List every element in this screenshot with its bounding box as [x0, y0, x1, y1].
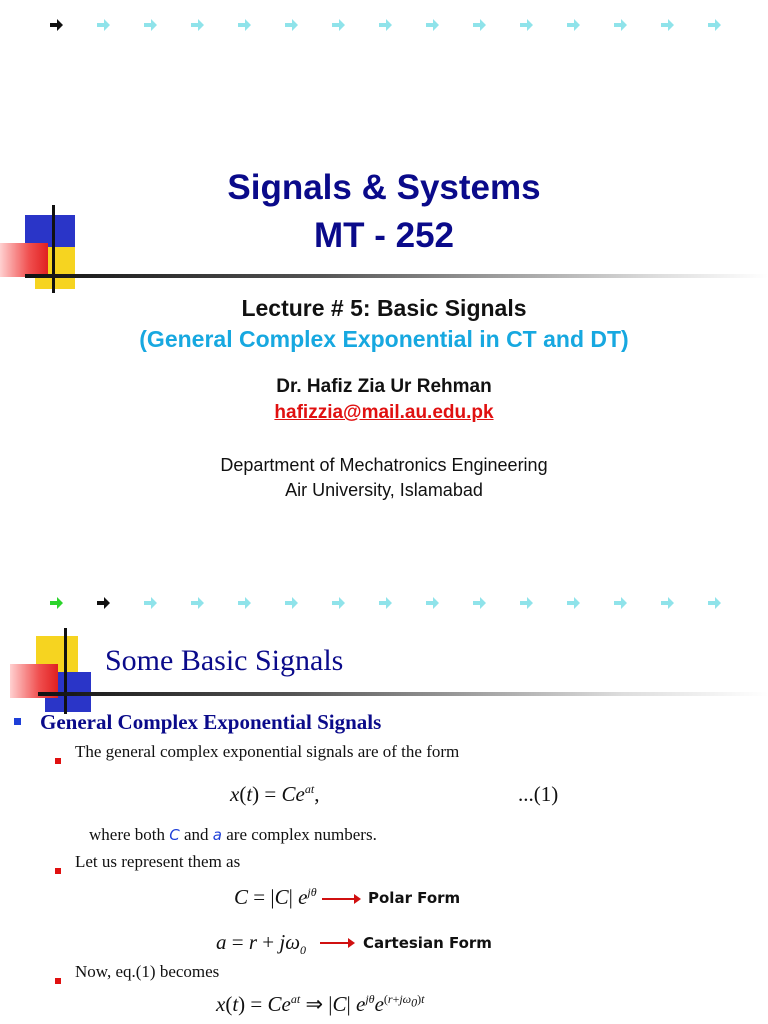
sub-bullet: Now, eq.(1) becomes: [75, 962, 220, 981]
bullet-marker: [55, 758, 61, 764]
right-arrow-icon[interactable]: [379, 18, 393, 32]
author-name: Dr. Hafiz Zia Ur Rehman: [276, 376, 492, 397]
right-arrow-icon[interactable]: [520, 18, 534, 32]
right-arrow-icon[interactable]: [97, 596, 111, 610]
right-arrow-icon[interactable]: [97, 18, 111, 32]
slide-title: Some Basic Signals: [105, 644, 344, 677]
right-arrow-icon[interactable]: [191, 596, 205, 610]
right-arrow-icon[interactable]: [50, 596, 64, 610]
equation-1-ref: ...(1): [518, 782, 559, 806]
bullet-marker: [14, 718, 21, 725]
where-post: are complex numbers.: [226, 825, 377, 844]
right-arrow-icon[interactable]: [332, 596, 346, 610]
right-arrow-icon[interactable]: [473, 18, 487, 32]
right-arrow-icon[interactable]: [567, 596, 581, 610]
arrow-icon: [320, 942, 350, 944]
decorative-squares: [0, 628, 100, 718]
vertical-line: [64, 628, 67, 714]
sub-bullet: Let us represent them as: [75, 852, 241, 871]
sub-bullet: The general complex exponential signals are of the form: [75, 742, 460, 761]
where-and: and: [184, 825, 209, 844]
lecture-title: Lecture # 5: Basic Signals: [241, 295, 527, 321]
right-arrow-icon[interactable]: [567, 18, 581, 32]
cartesian-equation: $a = r + j\omega_0$: [216, 930, 307, 958]
right-arrow-icon[interactable]: [191, 18, 205, 32]
right-arrow-icon[interactable]: [708, 596, 722, 610]
variable-a: a: [212, 826, 222, 844]
right-arrow-icon[interactable]: [708, 18, 722, 32]
right-arrow-icon[interactable]: [332, 18, 346, 32]
right-arrow-icon[interactable]: [473, 596, 487, 610]
polar-label: Polar Form: [368, 889, 461, 907]
right-arrow-icon[interactable]: [285, 18, 299, 32]
course-code: MT - 252: [313, 216, 455, 255]
equation-1: $x(t) = Ce^{at}$,: [230, 782, 320, 806]
university: Air University, Islamabad: [285, 480, 483, 500]
bullet-marker: [55, 868, 61, 874]
right-arrow-icon[interactable]: [50, 18, 64, 32]
right-arrow-icon[interactable]: [614, 18, 628, 32]
arrow-icon: [322, 898, 356, 900]
right-arrow-icon[interactable]: [144, 596, 158, 610]
right-arrow-icon[interactable]: [238, 18, 252, 32]
right-arrow-icon[interactable]: [520, 596, 534, 610]
course-title: Signals & Systems: [227, 168, 541, 207]
polar-equation: C = |C| $e^{j\theta}$: [234, 885, 317, 909]
main-bullet: General Complex Exponential Signals: [40, 710, 382, 734]
content-slide: [0, 580, 768, 1024]
where-pre: where both: [89, 825, 166, 844]
horizontal-rule: [25, 274, 768, 278]
right-arrow-icon[interactable]: [614, 596, 628, 610]
author-email: [0, 402, 768, 424]
email-link[interactable]: hafizzia@mail.au.edu.pk: [274, 402, 494, 423]
right-arrow-icon[interactable]: [661, 18, 675, 32]
right-arrow-icon[interactable]: [379, 596, 393, 610]
right-arrow-icon[interactable]: [426, 18, 440, 32]
department: Department of Mechatronics Engineering: [220, 455, 548, 475]
right-arrow-icon[interactable]: [238, 596, 252, 610]
right-arrow-icon[interactable]: [285, 596, 299, 610]
variable-c: C: [169, 826, 180, 844]
bullet-marker: [55, 978, 61, 984]
cartesian-label: Cartesian Form: [363, 934, 492, 952]
horizontal-rule: [38, 692, 768, 696]
right-arrow-icon[interactable]: [661, 596, 675, 610]
equation-2: $x(t) = Ce^{at}$ ⇒ |C| $e^{j\theta}e^{(r+j\omega_0)t}$: [216, 992, 425, 1016]
where-text: [89, 825, 377, 845]
right-arrow-icon[interactable]: [426, 596, 440, 610]
right-arrow-icon[interactable]: [144, 18, 158, 32]
lecture-subtitle: (General Complex Exponential in CT and DT): [139, 326, 629, 352]
